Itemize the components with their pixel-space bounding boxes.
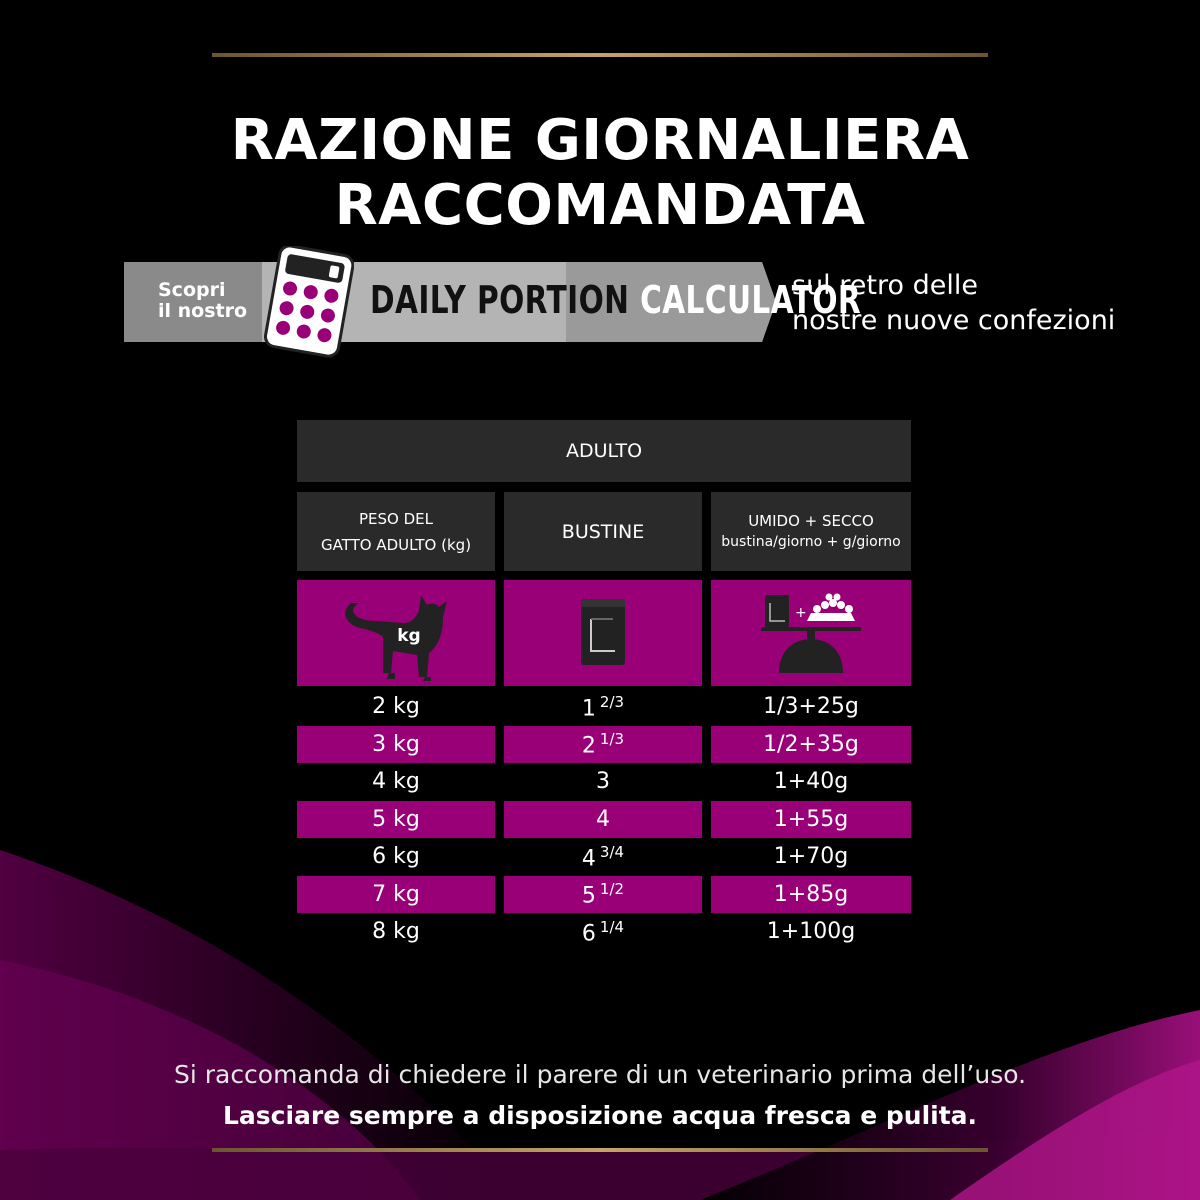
calculator-icon bbox=[264, 246, 354, 358]
table-cell-weight bbox=[297, 839, 495, 876]
pouches-whole: 5 bbox=[581, 883, 596, 909]
pouch-icon bbox=[573, 597, 633, 669]
table-group-header bbox=[297, 420, 911, 482]
banner-discover-text bbox=[158, 280, 247, 322]
col2-header: BUSTINE bbox=[561, 520, 645, 543]
table-cell-weight bbox=[297, 876, 495, 913]
mix-value: 1/2+35g bbox=[763, 731, 859, 757]
table-cell-pouches bbox=[504, 689, 702, 726]
table-cell-pouches bbox=[504, 801, 702, 838]
table-cell-weight bbox=[297, 726, 495, 763]
pouches-fraction: 1/4 bbox=[599, 917, 625, 936]
pouches-value bbox=[582, 730, 624, 758]
table-cell-mix bbox=[711, 801, 911, 838]
pouches-fraction: 3/4 bbox=[599, 842, 625, 861]
table-cell-weight bbox=[297, 689, 495, 726]
table-cell-weight bbox=[297, 801, 495, 838]
mix-value: 1+55g bbox=[773, 806, 849, 832]
pouches-whole: 1 bbox=[581, 695, 596, 721]
table-cell-mix bbox=[711, 914, 911, 951]
icon-cell-mixed bbox=[711, 580, 911, 686]
pouches-value bbox=[596, 807, 610, 832]
table-cell-weight bbox=[297, 914, 495, 951]
table-rows bbox=[297, 688, 911, 958]
pouches-value bbox=[596, 769, 610, 794]
cat-silhouette-icon bbox=[331, 585, 461, 681]
table-cell-mix bbox=[711, 876, 911, 913]
pouches-whole: 3 bbox=[596, 769, 610, 795]
pouches-value bbox=[582, 880, 624, 908]
discover-line-1: Scopri bbox=[158, 279, 226, 301]
table-cell-mix bbox=[711, 839, 911, 876]
weight-value: 5 kg bbox=[372, 806, 420, 832]
col3-header-line1: UMIDO + SECCO bbox=[748, 511, 874, 530]
column-header-pouches bbox=[504, 492, 702, 571]
side-text-line-1: sul retro delle bbox=[792, 270, 978, 301]
svg-text:+: + bbox=[795, 605, 807, 621]
column-header-mixed bbox=[711, 492, 911, 571]
col3-header-line2: bustina/giorno + g/giorno bbox=[721, 533, 901, 550]
table-cell-mix bbox=[711, 689, 911, 726]
pouches-whole: 4 bbox=[596, 806, 610, 832]
cat-icon-kg-label: kg bbox=[397, 626, 421, 646]
calc-dark-text: CALCULATOR bbox=[640, 278, 862, 322]
icon-cell-cat bbox=[297, 580, 495, 686]
pouches-fraction: 2/3 bbox=[599, 692, 625, 711]
mix-value: 1/3+25g bbox=[763, 694, 859, 720]
vet-advice-note: Si raccomanda di chiedere il parere di un veterinario prima dell’uso. bbox=[173, 1060, 1027, 1089]
top-gold-divider bbox=[212, 53, 988, 57]
table-cell-pouches bbox=[504, 914, 702, 951]
column-header-weight bbox=[297, 492, 495, 571]
pouches-value bbox=[582, 843, 624, 871]
weight-value: 4 kg bbox=[372, 769, 420, 795]
banner-side-text bbox=[792, 268, 1115, 338]
table-cell-pouches bbox=[504, 839, 702, 876]
discover-line-2: il nostro bbox=[158, 300, 248, 322]
icon-cell-pouch bbox=[504, 580, 702, 686]
adult-label: ADULTO bbox=[565, 440, 643, 462]
wet-plus-dry-scale-icon bbox=[751, 585, 871, 681]
bottom-gold-divider bbox=[212, 1148, 988, 1152]
col1-header-line1: PESO DEL bbox=[358, 509, 433, 528]
pouches-whole: 2 bbox=[581, 733, 596, 759]
pouches-value bbox=[582, 918, 624, 946]
weight-value: 8 kg bbox=[372, 919, 420, 945]
pouches-whole: 4 bbox=[581, 845, 596, 871]
table-cell-pouches bbox=[504, 876, 702, 913]
weight-value: 7 kg bbox=[372, 881, 420, 907]
side-text-line-2: nostre nuove confezioni bbox=[792, 305, 1116, 336]
pouches-fraction: 1/2 bbox=[599, 880, 625, 899]
table-cell-pouches bbox=[504, 726, 702, 763]
mix-value: 1+70g bbox=[773, 844, 849, 870]
calc-light-text: DAILY PORTION bbox=[370, 278, 630, 322]
weight-value: 6 kg bbox=[372, 844, 420, 870]
mix-value: 1+85g bbox=[773, 881, 849, 907]
table-cell-mix bbox=[711, 764, 911, 801]
pouches-whole: 6 bbox=[581, 920, 596, 946]
calculator-banner bbox=[124, 262, 862, 342]
mix-value: 1+40g bbox=[773, 769, 849, 795]
table-cell-weight bbox=[297, 764, 495, 801]
page-title: RAZIONE GIORNALIERA RACCOMANDATA bbox=[230, 108, 970, 238]
pouches-value bbox=[582, 693, 624, 721]
water-advice-note: Lasciare sempre a disposizione acqua fresca e pulita. bbox=[222, 1101, 978, 1130]
weight-value: 2 kg bbox=[372, 694, 420, 720]
mix-value: 1+100g bbox=[766, 919, 856, 945]
table-cell-mix bbox=[711, 726, 911, 763]
weight-value: 3 kg bbox=[372, 731, 420, 757]
pouches-fraction: 1/3 bbox=[599, 730, 625, 749]
col1-header-line2: GATTO ADULTO (kg) bbox=[320, 535, 472, 554]
table-cell-pouches bbox=[504, 764, 702, 801]
daily-portion-calculator-label bbox=[370, 278, 861, 322]
